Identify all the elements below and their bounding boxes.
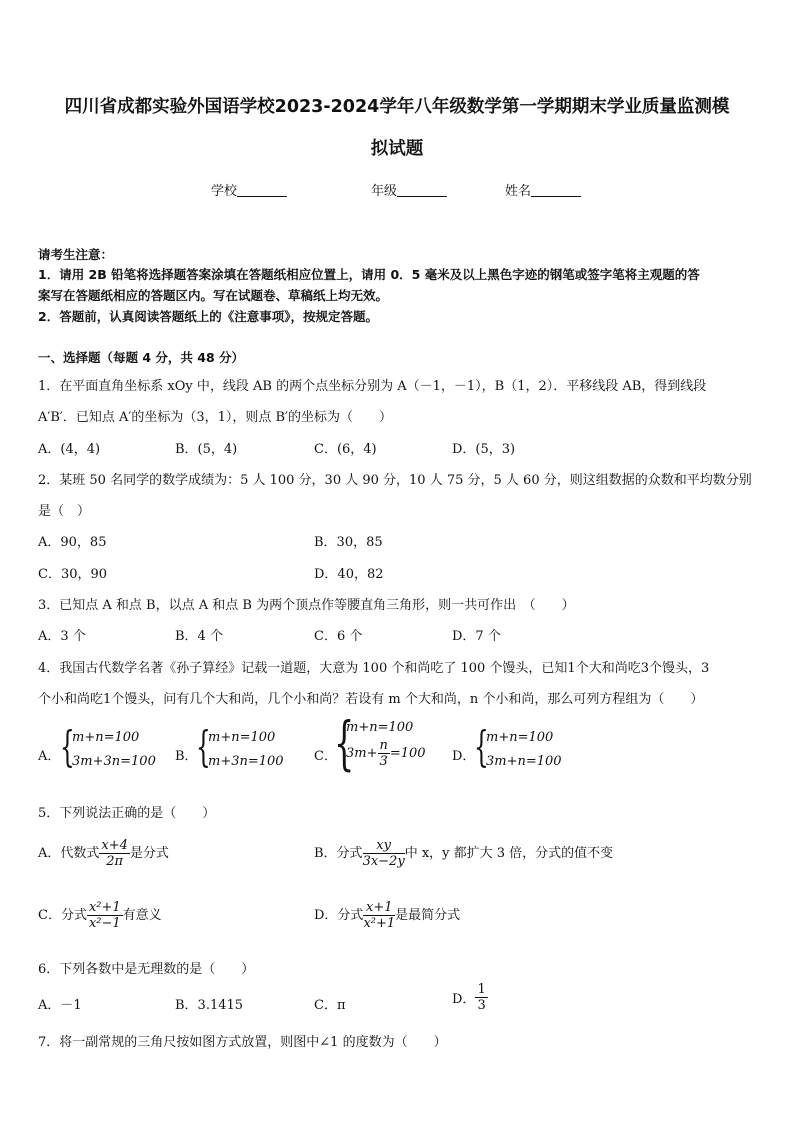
denominator: 2π [106,854,124,869]
equation: m+n=100 [72,730,140,745]
notice-item-2: 2．答题前，认真阅读答题纸上的《注意事项》，按规定答题。 [38,309,378,324]
equation: m+n=100 [486,730,554,745]
q6-stem: 6．下列各数中是无理数的是（ ） [38,962,255,977]
q4-stem-1: 4．我国古代数学名著《孙子算经》记载一道题，大意为 100 个和尚吃了 100 个馒头，已知1个大和尚吃3个馒头，3 [38,661,710,676]
q4-option-b-label: B． [175,749,198,764]
q1-option-c: C．(6，4) [314,442,377,457]
q3-option-c: C．6 个 [314,629,363,644]
numerator: x+1 [363,900,395,916]
fraction [475,982,487,1013]
q1-option-d: D．(5，3) [452,442,516,457]
grade-label: 年级 [371,184,398,199]
notice-item-1a: 1．请用 2B 铅笔将选择题答案涂填在答题纸相应位置上，请用 0．5 毫米及以上黑色字迹的钢笔或签字笔将主观题的答 [38,267,700,282]
brace-icon: { [60,722,75,771]
numerator: n [379,738,388,753]
page-title [30,86,764,170]
school-blank [237,184,287,197]
option-text: A．代数式 [38,846,100,861]
equation [346,738,426,769]
q2-option-a: A．90，85 [38,535,107,550]
brace-icon: { [196,722,211,771]
denominator: 3 [379,754,388,769]
q4-option-c-label: C． [314,749,337,764]
numerator: 1 [477,982,486,997]
q1-option-b: B．(5，4) [175,442,238,457]
school-label: 学校 [211,184,238,199]
equation-part: =100 [389,746,426,761]
section-heading: 一、选择题（每题 4 分，共 48 分） [38,350,245,365]
option-text: 中 x，y 都扩大 3 倍，分式的值不变 [404,846,614,861]
denominator: x²−1 [88,916,121,931]
option-text: C．分式 [38,908,87,923]
q3-option-b: B．4 个 [175,629,223,644]
q5-option-b [314,838,613,869]
q2-stem-1: 2．某班 50 名同学的数学成绩为：5 人 100 分，30 人 90 分，10 人 75 分，5 人 60 分，则这组数据的众数和平均数分别 [38,473,752,488]
equation: m+n=100 [208,730,276,745]
name-blank [531,184,581,197]
brace-icon: { [474,722,489,771]
name-field [505,180,581,199]
option-text: 是分式 [129,846,169,861]
equation: m+n=100 [346,720,414,735]
denominator: 3x−2y [362,854,405,869]
fraction [378,738,390,769]
denominator: 3 [477,998,486,1013]
numerator: x²+1 [88,900,121,915]
notice-item-1b: 案写在答题纸相应的答题区内。写在试题卷、草稿纸上均无效。 [38,288,389,303]
q2-option-b: B．30，85 [314,535,383,550]
name-label: 姓名 [505,184,532,199]
q1-stem-2: A′B′．已知点 A′的坐标为（3，1），则点 B′的坐标为（ ） [38,410,392,425]
fraction [363,900,395,931]
q1-stem-1: 1．在平面直角坐标系 xOy 中，线段 AB 的两个点坐标分别为 A（－1，－1），B（1，2）．平移线段 AB，得到线段 [38,379,707,394]
brace-icon: { [334,709,355,777]
option-text: D．分式 [314,908,364,923]
q3-option-d: D．7 个 [452,629,501,644]
q7-stem: 7．将一副常规的三角尺按如图方式放置，则图中∠1 的度数为（ ） [38,1035,447,1050]
option-text: D． [452,992,476,1007]
q2-option-d: D．40，82 [314,567,384,582]
grade-blank [397,184,447,197]
q2-option-c: C．30，90 [38,567,108,582]
q5-stem: 5．下列说法正确的是（ ） [38,806,216,821]
notice-heading: 请考生注意： [38,247,114,262]
q6-option-b: B．3.1415 [175,998,244,1013]
fraction [363,838,405,869]
numerator: xy [363,838,405,854]
q4-option-a-label: A． [38,749,61,764]
q1-option-a: A．(4，4) [38,442,101,457]
equation-part: 3m+ [346,746,378,761]
option-text: 是最简分式 [395,908,461,923]
q6-option-c: C．π [314,998,346,1013]
q5-option-c [38,900,162,931]
q4-option-d-label: D． [452,749,476,764]
q5-option-d [314,900,460,931]
denominator: x²+1 [363,916,396,931]
title-line-2: 拟试题 [370,139,424,159]
title-line-1: 四川省成都实验外国语学校2023-2024学年八年级数学第一学期期末学业质量监测模 [64,97,730,117]
grade-field [371,180,447,199]
equation: 3m+3n=100 [72,754,156,769]
q3-option-a: A．3 个 [38,629,86,644]
option-text: B．分式 [314,846,363,861]
q2-stem-2: 是（ ） [38,504,91,519]
fraction [87,900,123,931]
equation: m+3n=100 [208,754,284,769]
equation: 3m+n=100 [486,754,562,769]
fraction [99,838,130,869]
numerator: x+4 [101,838,128,853]
school-field [211,180,287,199]
q4-stem-2: 个小和尚吃1个馒头，问有几个大和尚，几个小和尚？若设有 m 个大和尚，n 个小和尚，那么可列方程组为（ ） [38,692,704,707]
q5-option-a [38,838,169,869]
q6-option-a: A．－1 [38,998,82,1013]
q6-option-d [452,982,488,1013]
q3-stem: 3．已知点 A 和点 B，以点 A 和点 B 为两个顶点作等腰直角三角形，则一共可作出 （ ） [38,598,575,613]
option-text: 有意义 [122,908,162,923]
